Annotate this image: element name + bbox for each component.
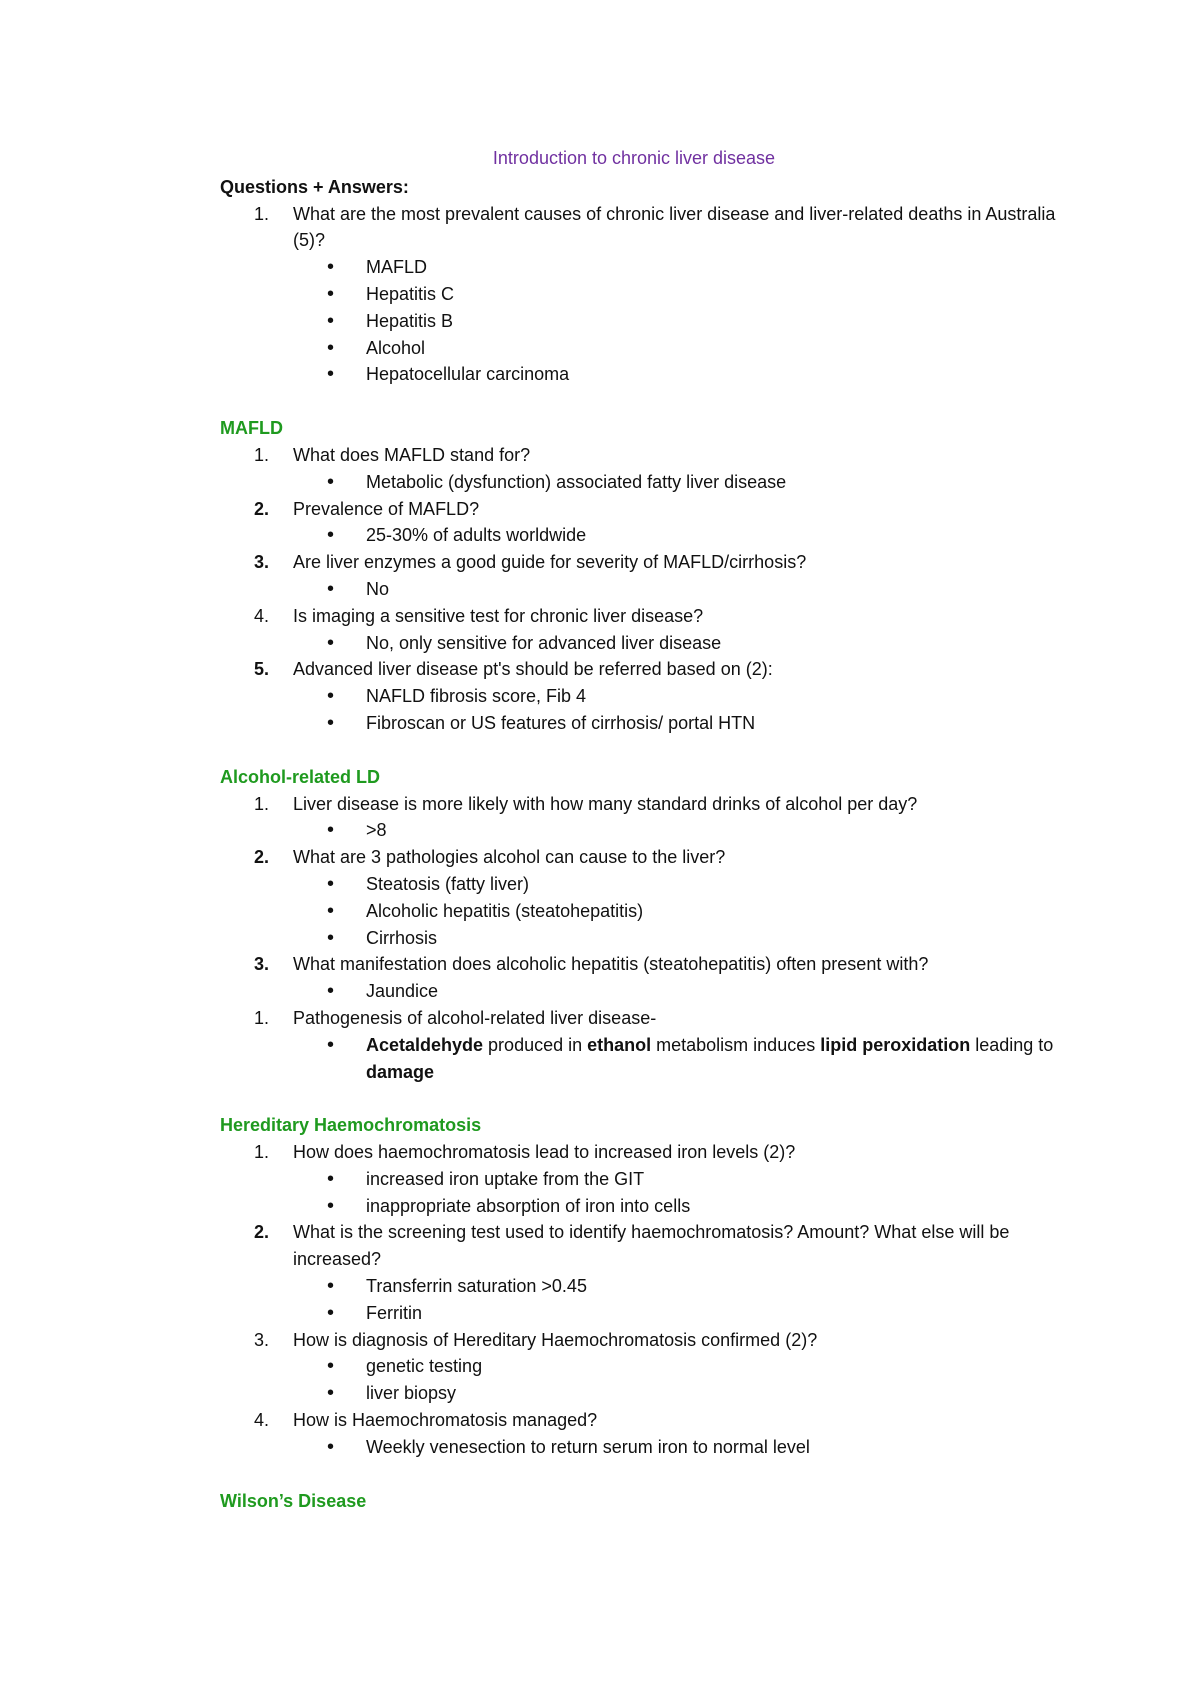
section-heading-mafld: MAFLD bbox=[220, 418, 283, 439]
answer-text: No bbox=[366, 578, 390, 599]
bullet-icon: • bbox=[327, 282, 335, 305]
answer-text: Transferrin saturation >0.45 bbox=[366, 1276, 587, 1297]
question-number: 2. bbox=[254, 1222, 270, 1243]
question-text: How is Haemochromatosis managed? bbox=[293, 1410, 598, 1431]
answer-text: Hepatitis C bbox=[366, 283, 455, 304]
alcohol-answer-2-3 bbox=[220, 925, 1080, 952]
spacer bbox=[220, 1085, 1080, 1112]
bullet-icon: • bbox=[327, 524, 335, 547]
answer-text: Alcohol bbox=[366, 337, 426, 358]
haemo-answer-3-2 bbox=[220, 1380, 1080, 1407]
answer-bold-term: lipid peroxidation bbox=[820, 1034, 971, 1055]
alcohol-answer-2-2 bbox=[220, 898, 1080, 925]
mafld-question-2 bbox=[220, 496, 1080, 523]
question-number: 3. bbox=[254, 1329, 270, 1350]
answer-text: MAFLD bbox=[366, 257, 428, 278]
mafld-answer-1-1 bbox=[220, 469, 1080, 496]
intro-answer-4 bbox=[220, 335, 1080, 362]
question-text: Advanced liver disease pt's should be referred based on (2): bbox=[293, 659, 773, 680]
answer-text: inappropriate absorption of iron into cells bbox=[366, 1195, 691, 1216]
question-number: 2. bbox=[254, 847, 270, 868]
bullet-icon: • bbox=[327, 899, 335, 922]
bullet-icon: • bbox=[327, 1167, 335, 1190]
haemo-answer-1-2 bbox=[220, 1193, 1080, 1220]
question-number: 2. bbox=[254, 498, 270, 519]
intro-question-1 bbox=[220, 201, 1080, 255]
mafld-question-5 bbox=[220, 656, 1080, 683]
answer-text: Weekly venesection to return serum iron to normal level bbox=[366, 1436, 810, 1457]
bullet-icon: • bbox=[327, 256, 335, 279]
question-number: 3. bbox=[254, 552, 270, 573]
question-text: What does MAFLD stand for? bbox=[293, 444, 531, 465]
answer-text: Hepatocellular carcinoma bbox=[366, 364, 570, 385]
haemo-answer-4-1 bbox=[220, 1434, 1080, 1461]
haemo-answer-1-1 bbox=[220, 1166, 1080, 1193]
haemo-answer-2-2 bbox=[220, 1300, 1080, 1327]
question-text: What are the most prevalent causes of chronic liver disease and liver-related deaths in Australia (5)? bbox=[293, 203, 1056, 251]
answer-bold-term: Acetaldehyde bbox=[366, 1034, 484, 1055]
question-text: How is diagnosis of Hereditary Haemochromatosis confirmed (2)? bbox=[293, 1329, 818, 1350]
answer-text: Metabolic (dysfunction) associated fatty liver disease bbox=[366, 471, 787, 492]
question-text: What is the screening test used to identify haemochromatosis? Amount? What else will be increased? bbox=[293, 1222, 1010, 1270]
bullet-icon: • bbox=[327, 980, 335, 1003]
bullet-icon: • bbox=[327, 470, 335, 493]
bullet-icon: • bbox=[327, 926, 335, 949]
question-text: Liver disease is more likely with how many standard drinks of alcohol per day? bbox=[293, 793, 918, 814]
answer-text: increased iron uptake from the GIT bbox=[366, 1168, 645, 1189]
bullet-icon: • bbox=[327, 1382, 335, 1405]
answer-text: Hepatitis B bbox=[366, 310, 454, 331]
alcohol-answer-2-1 bbox=[220, 871, 1080, 898]
intro-answer-3 bbox=[220, 308, 1080, 335]
answer-text: Jaundice bbox=[366, 981, 439, 1002]
question-number: 1. bbox=[254, 203, 270, 224]
haemo-answer-3-1 bbox=[220, 1353, 1080, 1380]
answer-text: >8 bbox=[366, 820, 387, 841]
bullet-icon: • bbox=[327, 1194, 335, 1217]
section-heading-haemochromatosis: Hereditary Haemochromatosis bbox=[220, 1115, 482, 1136]
bullet-icon: • bbox=[327, 1301, 335, 1324]
bullet-icon: • bbox=[327, 1355, 335, 1378]
haemo-question-4 bbox=[220, 1407, 1080, 1434]
mafld-answer-5-1 bbox=[220, 683, 1080, 710]
bullet-icon: • bbox=[327, 711, 335, 734]
question-number: 1. bbox=[254, 793, 270, 814]
question-text: Prevalence of MAFLD? bbox=[293, 498, 480, 519]
bullet-icon: • bbox=[327, 577, 335, 600]
mafld-answer-3-1 bbox=[220, 576, 1080, 603]
answer-text: Steatosis (fatty liver) bbox=[366, 873, 530, 894]
alcohol-question-3 bbox=[220, 951, 1080, 978]
question-number: 5. bbox=[254, 659, 270, 680]
bullet-icon: • bbox=[327, 309, 335, 332]
mafld-question-4 bbox=[220, 603, 1080, 630]
spacer bbox=[220, 388, 1080, 415]
answer-text: leading to bbox=[970, 1034, 1054, 1055]
intro-answer-5 bbox=[220, 361, 1080, 388]
qa-heading: Questions + Answers: bbox=[220, 176, 409, 197]
haemo-question-3 bbox=[220, 1327, 1080, 1354]
bullet-icon: • bbox=[327, 336, 335, 359]
mafld-answer-2-1 bbox=[220, 522, 1080, 549]
alcohol-question-1 bbox=[220, 791, 1080, 818]
answer-text: Ferritin bbox=[366, 1302, 423, 1323]
haemo-question-2 bbox=[220, 1219, 1080, 1273]
intro-answer-2 bbox=[220, 281, 1080, 308]
document-body bbox=[220, 145, 1080, 1514]
question-number: 3. bbox=[254, 954, 270, 975]
bullet-icon: • bbox=[327, 363, 335, 386]
answer-bold-term: damage bbox=[366, 1061, 435, 1082]
answer-text: No, only sensitive for advanced liver disease bbox=[366, 632, 722, 653]
mafld-question-1 bbox=[220, 442, 1080, 469]
alcohol-question-4 bbox=[220, 1005, 1080, 1032]
bullet-icon: • bbox=[327, 1275, 335, 1298]
haemo-answer-2-1 bbox=[220, 1273, 1080, 1300]
question-number: 4. bbox=[254, 1410, 270, 1431]
intro-answer-1 bbox=[220, 254, 1080, 281]
answer-text: NAFLD fibrosis score, Fib 4 bbox=[366, 686, 587, 707]
bullet-icon: • bbox=[327, 819, 335, 842]
answer-text: produced in bbox=[483, 1034, 588, 1055]
mafld-question-3 bbox=[220, 549, 1080, 576]
answer-text: liver biopsy bbox=[366, 1383, 457, 1404]
alcohol-answer-1-1 bbox=[220, 817, 1080, 844]
haemo-question-1 bbox=[220, 1139, 1080, 1166]
answer-bold-term: ethanol bbox=[587, 1034, 652, 1055]
question-text: Are liver enzymes a good guide for severity of MAFLD/cirrhosis? bbox=[293, 552, 807, 573]
question-number: 1. bbox=[254, 444, 270, 465]
page-title: Introduction to chronic liver disease bbox=[492, 148, 776, 168]
answer-text: Cirrhosis bbox=[366, 927, 438, 948]
answer-text: Alcoholic hepatitis (steatohepatitis) bbox=[366, 900, 644, 921]
question-text: How does haemochromatosis lead to increased iron levels (2)? bbox=[293, 1142, 796, 1163]
answer-text: metabolism induces bbox=[651, 1034, 821, 1055]
question-text: What manifestation does alcoholic hepatitis (steatohepatitis) often present with? bbox=[293, 954, 929, 975]
section-heading-wilson: Wilson’s Disease bbox=[220, 1490, 367, 1511]
spacer bbox=[220, 1461, 1080, 1488]
bullet-icon: • bbox=[327, 685, 335, 708]
mafld-answer-5-2 bbox=[220, 710, 1080, 737]
spacer bbox=[220, 737, 1080, 764]
alcohol-question-2 bbox=[220, 844, 1080, 871]
bullet-icon: • bbox=[327, 1435, 335, 1458]
answer-text: Fibroscan or US features of cirrhosis/ portal HTN bbox=[366, 712, 756, 733]
question-text: What are 3 pathologies alcohol can cause to the liver? bbox=[293, 847, 726, 868]
bullet-icon: • bbox=[327, 1033, 335, 1056]
answer-text: 25-30% of adults worldwide bbox=[366, 525, 587, 546]
bullet-icon: • bbox=[327, 872, 335, 895]
question-text: Is imaging a sensitive test for chronic liver disease? bbox=[293, 605, 704, 626]
section-heading-alcohol: Alcohol-related LD bbox=[220, 766, 381, 787]
question-text: Pathogenesis of alcohol-related liver disease- bbox=[293, 1007, 657, 1028]
question-number: 1. bbox=[254, 1007, 270, 1028]
alcohol-answer-4-1 bbox=[220, 1032, 1080, 1086]
bullet-icon: • bbox=[327, 631, 335, 654]
question-number: 4. bbox=[254, 605, 270, 626]
alcohol-answer-3-1 bbox=[220, 978, 1080, 1005]
question-number: 1. bbox=[254, 1142, 270, 1163]
answer-text: genetic testing bbox=[366, 1356, 483, 1377]
mafld-answer-4-1 bbox=[220, 630, 1080, 657]
